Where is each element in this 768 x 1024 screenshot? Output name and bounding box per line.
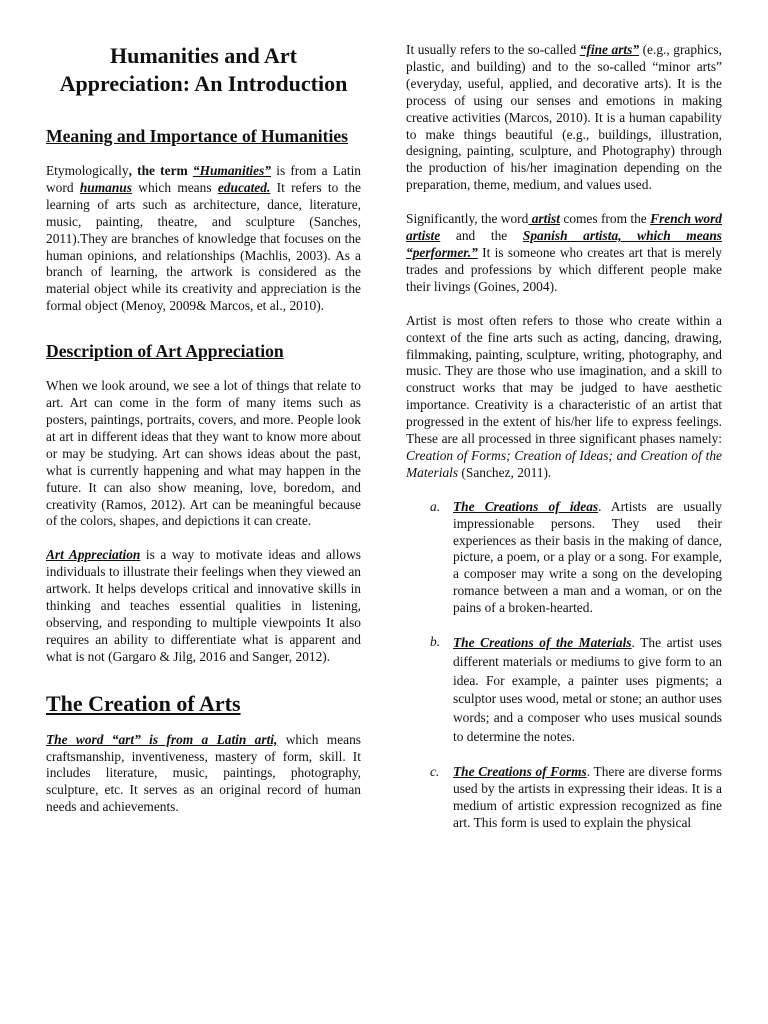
creations-list — [406, 499, 722, 832]
heading-creation-of-arts: The Creation of Arts — [46, 690, 241, 716]
text-the-term: , the term — [128, 163, 193, 178]
text-artist-rest: It is someone who creates art that is merely trades and professions by which different people make their livings (Goines, 2004). — [406, 244, 722, 294]
text-word-art-rest: which means craftsmanship, inventiveness, mastery of form, skill. It includes literature, music, paintings, photography, sculpture, etc. It serves as an original record of human needs and achievements. — [46, 731, 361, 815]
text-significantly: Significantly, the word — [406, 211, 529, 227]
text-latin-word: is from a Latin word — [46, 163, 361, 195]
paragraph-artist-context — [406, 313, 722, 482]
page-title: Humanities and Art Appreciation: An Introduction — [59, 43, 348, 96]
list-item-text — [453, 634, 722, 747]
term-creations-of-ideas: The Creations of ideas — [453, 498, 599, 514]
list-item-text — [453, 499, 722, 617]
term-art-appreciation: Art Appreciation — [46, 547, 141, 563]
text-fine-arts-rest: (e.g., graphics, plastic, and building) and to the so-called “minor arts” (everyday, useful, applied, and decorative arts). It is the process of using our senses and emotions in making creative activities (Marcos, 2010). It is a human capability to make things beautiful (e.g., buildings, illustration, designing, painting, sculpture, and Photography) through the production of his/her imagination depending on the preparation, theme, medium, and values used. — [406, 42, 722, 193]
paragraph-art-appreciation — [46, 547, 361, 665]
text-which-means: which means — [131, 179, 218, 195]
heading-description-art-appreciation: Description of Art Appreciation — [46, 341, 284, 362]
term-humanities: “Humanities” — [192, 163, 272, 178]
list-item — [406, 634, 722, 747]
text-usually-refers: It usually refers to the so-called — [406, 42, 580, 57]
list-item — [406, 764, 722, 832]
text-art-appreciation-rest: is a way to motivate ideas and allows individuals to illustrate their feelings when they viewed an artwork. It helps develops critical and innovative skills in thinking and teaches essential qualities in listening, observing, and responding to multiple viewpoints It also requires an ability to differentiate what is apparent and what is not (Gargaro & Jilg, 2016 and Sanger, 2012). — [46, 547, 361, 664]
text-creations-of-ideas-rest: . Artists are usually impressionable persons. They used their experiences as their basis in the making of dance, picture, a poem, or a play or a song. For example, a composer may write a song on the developing romance between a man and a woman, or on the pains of a broken-hearted. — [453, 498, 722, 616]
term-french-artiste: French word artiste — [406, 211, 722, 244]
text-artist-context: Artist is most often refers to those who create within a context of the fine arts such as acting, dancing, drawing, filmmaking, painting, sculpture, writing, photography, and music. They are those who use imagination, and a skill to construct works that may be judged to have aesthetic importance. Creativity is a characteristic of an artist that progressed in the extent of his/her life to express feelings. These are all processed in three significant phases namely: — [406, 312, 722, 447]
paragraph-fine-arts — [406, 42, 722, 194]
paragraph-word-art — [46, 732, 361, 817]
term-creations-of-materials: The Creations of the Materials — [453, 635, 632, 651]
right-column — [406, 0, 722, 1024]
paragraph-artist-word — [406, 211, 722, 296]
paragraph-etymology — [46, 163, 361, 315]
list-marker: c. — [430, 763, 440, 779]
text-and-the: and the — [440, 228, 523, 244]
text-sanchez-citation: (Sanchez, 2011). — [458, 464, 552, 480]
term-spanish-artista: Spanish artista, which means “performer.” — [406, 228, 722, 260]
list-item-text — [453, 764, 722, 832]
text-creations-of-forms-rest: . There are diverse forms used by the artists in expressing their ideas. It is a medium of artistic expression recognized as fine art. This form is used to explain the physical — [453, 763, 722, 830]
text-etymology-rest: It refers to the learning of arts such as architecture, dance, literature, music, painting, theatre, and sculpture (Sanches, 2011).They are branches of knowledge that focuses on the human opinions, and relationships (Machlis, 2003). As a branch of learning, the artwork is considered as the material object while its creativity and appreciation is the formal object (Menoy, 2009& Marcos, et al., 2010). — [46, 179, 361, 314]
heading-meaning-importance: Meaning and Importance of Humanities — [46, 126, 349, 146]
text-comes-from: comes from the — [559, 211, 651, 227]
term-humanus: humanus — [79, 179, 132, 195]
term-educated: educated. — [217, 179, 271, 195]
list-marker: a. — [430, 498, 441, 514]
term-word-art-latin: The word “art” is from a Latin arti, — [46, 731, 278, 747]
left-column — [46, 0, 361, 1024]
text-etymologically: Etymologically — [46, 163, 129, 178]
list-marker: b. — [430, 634, 441, 650]
text-three-phases: Creation of Forms; Creation of Ideas; and Creation of the Materials — [406, 447, 722, 480]
text-creations-of-materials-rest: . The artist uses different materials or mediums to give form to an idea. For example, a painter uses pigments; a sculptor uses wood, metal or stone; an author uses words; and a composer who uses musical sounds to determine the notes. — [453, 635, 722, 745]
term-fine-arts: “fine arts” — [579, 42, 640, 57]
term-artist: artist — [528, 211, 560, 227]
term-creations-of-forms: The Creations of Forms — [453, 763, 587, 779]
paragraph-look-around: When we look around, we see a lot of things that relate to art. Art can come in the form of many items such as posters, paintings, portraits, covers, and more. People look at art in different ideas that they want to know more about or may be studying. Art can shows ideas about the past, what is currently happening and what may happen in the future. It can also show meaning, love, boredom, and creativity (Ramos, 2012). Art can be meaningful because of the colors, shapes, and depictions it can create. — [46, 378, 361, 529]
list-item — [406, 499, 722, 617]
